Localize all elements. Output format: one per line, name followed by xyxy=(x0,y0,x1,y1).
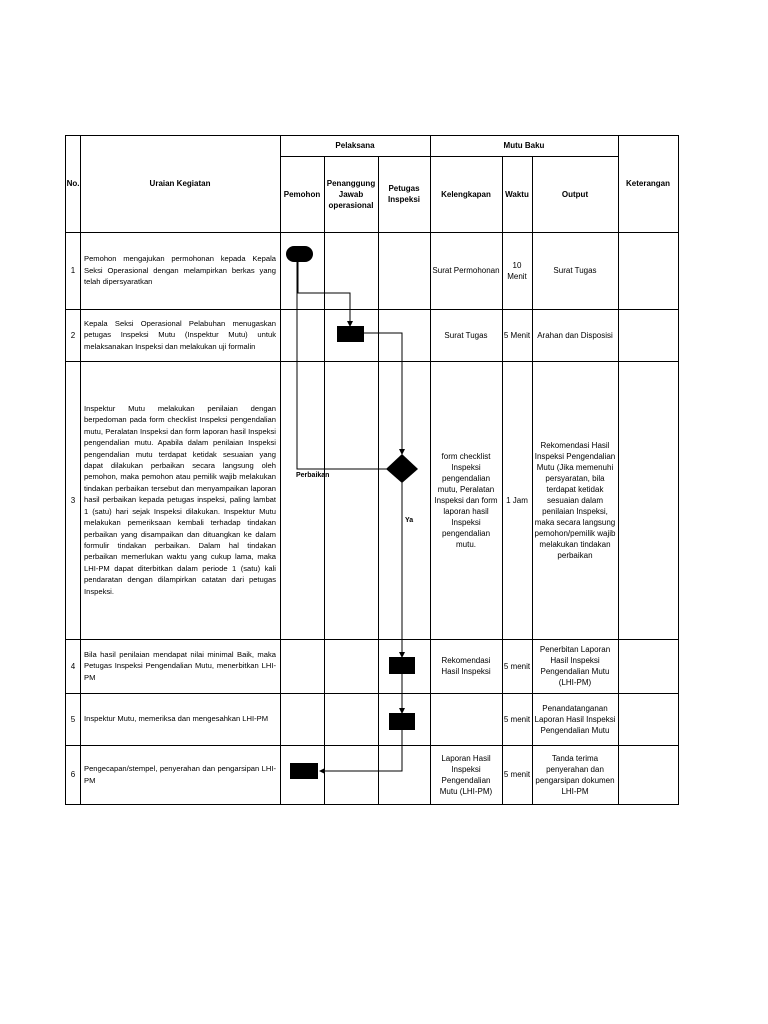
header-no: No. xyxy=(66,179,80,188)
row-1-kelengkapan: Surat Permohonan xyxy=(432,266,500,275)
header-penanggung: Penanggung Jawab operasional xyxy=(326,178,376,210)
header-waktu: Waktu xyxy=(505,189,529,199)
row-1-waktu: 10 Menit xyxy=(507,260,527,281)
connector-start-to-step2 xyxy=(298,262,350,326)
row-6-output: Tanda terima penyerahan dan pengarsipan dokumen LHI-PM xyxy=(535,753,615,796)
row-4-no: 4 xyxy=(70,661,76,671)
row-2-no: 2 xyxy=(70,330,76,340)
row-6-waktu: 5 menit xyxy=(503,770,531,779)
process-box xyxy=(290,763,318,779)
row-4-waktu: 5 menit xyxy=(503,661,531,671)
process-box xyxy=(337,326,364,342)
header-uraian: Uraian Kegiatan xyxy=(149,179,211,188)
decision-diamond xyxy=(386,454,418,483)
row-1-no: 1 xyxy=(70,266,76,275)
connector-step5-to-step6 xyxy=(320,730,402,771)
header-pelaksana: Pelaksana xyxy=(335,141,375,150)
row-5-output: Penandatanganan Laporan Hasil Inspeksi Pengendalian Mutu xyxy=(534,703,616,735)
header-mutu-baku: Mutu Baku xyxy=(503,141,545,150)
row-6-kelengkapan: Laporan Hasil Inspeksi Pengendalian Mutu (LHI-PM) xyxy=(439,753,493,796)
row-3-kelengkapan: form checklist Inspeksi pengendalian mutu, Peralatan Inspeksi dan form laporan hasil Inspeksi pengendalian mutu. xyxy=(434,451,498,549)
header-keterangan: Keterangan xyxy=(625,179,670,188)
row-1-output: Surat Tugas xyxy=(553,266,597,275)
row-5-no: 5 xyxy=(70,714,76,724)
row-2-output: Arahan dan Disposisi xyxy=(537,330,613,340)
row-4-output: Penerbitan Laporan Hasil Inspeksi Pengendalian Mutu (LHI-PM) xyxy=(539,645,611,687)
row-3-no: 3 xyxy=(70,495,76,505)
header-petugas: Petugas Inspeksi xyxy=(387,184,420,204)
row-4-kelengkapan: Rekomendasi Hasil Inspeksi xyxy=(441,656,491,676)
header-output: Output xyxy=(561,189,589,199)
row-3-waktu: 1 Jam xyxy=(506,495,528,505)
row-3-uraian: Inspektur Mutu melakukan penilaian dengan berpedoman pada form checklist Inspeksi pengendalian mutu, Peralatan Inspeksi dan form laporan hasil Inspeksi pengendalian mutu. Apabila dalam penilaian Inspeksi pengendalian mutu terdapat ketidak sesuaian yang dapat dilakukan perbaikan secara langsung oleh pemohon, maka pemohon atau pemilik wajib melakukan tindakan perbaikan tersebut dan menyampaikan laporan hasil perbaikan kepada petugas inspeksi, paling lambat 1 (satu) hari sejak Inspeksi dilakukan. Inspektur Mutu melakukan pemeriksaan kembali terhadap tindakan perbaikan yang disampaikan dan dituangkan ke dalam formulir tindakan perbaikan. Dalam hal tindakan perbaikan memerlukan waktu yang cukup lama, maka LHI-PM dapat diterbitkan dalam periode 1 (satu) kali pendaratan dengan dilampirkan catatan dari petugas Inspeksi. xyxy=(84,404,276,596)
row-1-uraian: Pemohon mengajukan permohonan kepada Kepala Seksi Operasional dengan melampirkan berkas yang telah dipersyaratkan xyxy=(84,254,276,287)
process-box xyxy=(389,713,415,730)
header-pemohon: Pemohon xyxy=(283,189,321,199)
row-2-waktu: 5 Menit xyxy=(503,330,531,340)
ya-label: Ya xyxy=(405,517,414,524)
header-kelengkapan: Kelengkapan xyxy=(441,189,491,199)
row-5-uraian: Inspektur Mutu, memeriksa dan mengesahkan LHI-PM xyxy=(84,714,269,724)
process-box xyxy=(389,657,415,674)
perbaikan-label: Perbaikan xyxy=(296,472,330,479)
row-5-waktu: 5 menit xyxy=(503,714,531,724)
connector-step2-to-decision xyxy=(364,333,402,454)
row-3-output: Rekomendasi Hasil Inspeksi Pengendalian Mutu (Jika memenuhi persyaratan, bila terdapat ketidak sesuaian dalam penilaian Inspeksi, maka secara langsung pemohon/pemilik wajib melakukan tindakan perbaikan xyxy=(534,440,616,560)
row-6-uraian: Pengecapan/stempel, penyerahan dan pengarsipan LHI-PM xyxy=(84,764,276,785)
row-2-kelengkapan: Surat Tugas xyxy=(444,330,488,340)
row-6-no: 6 xyxy=(70,770,76,779)
row-2-uraian: Kepala Seksi Operasional Pelabuhan menugaskan petugas Inspeksi Mutu (Inspektur Mutu) untuk melaksanakan Inspeksi dan melakukan uji formalin xyxy=(84,318,276,351)
row-4-uraian: Bila hasil penilaian mendapat nilai minimal Baik, maka Petugas Inspeksi Pengendalian Mutu, menerbitkan LHI-PM xyxy=(84,649,276,682)
start-terminator xyxy=(286,246,313,262)
